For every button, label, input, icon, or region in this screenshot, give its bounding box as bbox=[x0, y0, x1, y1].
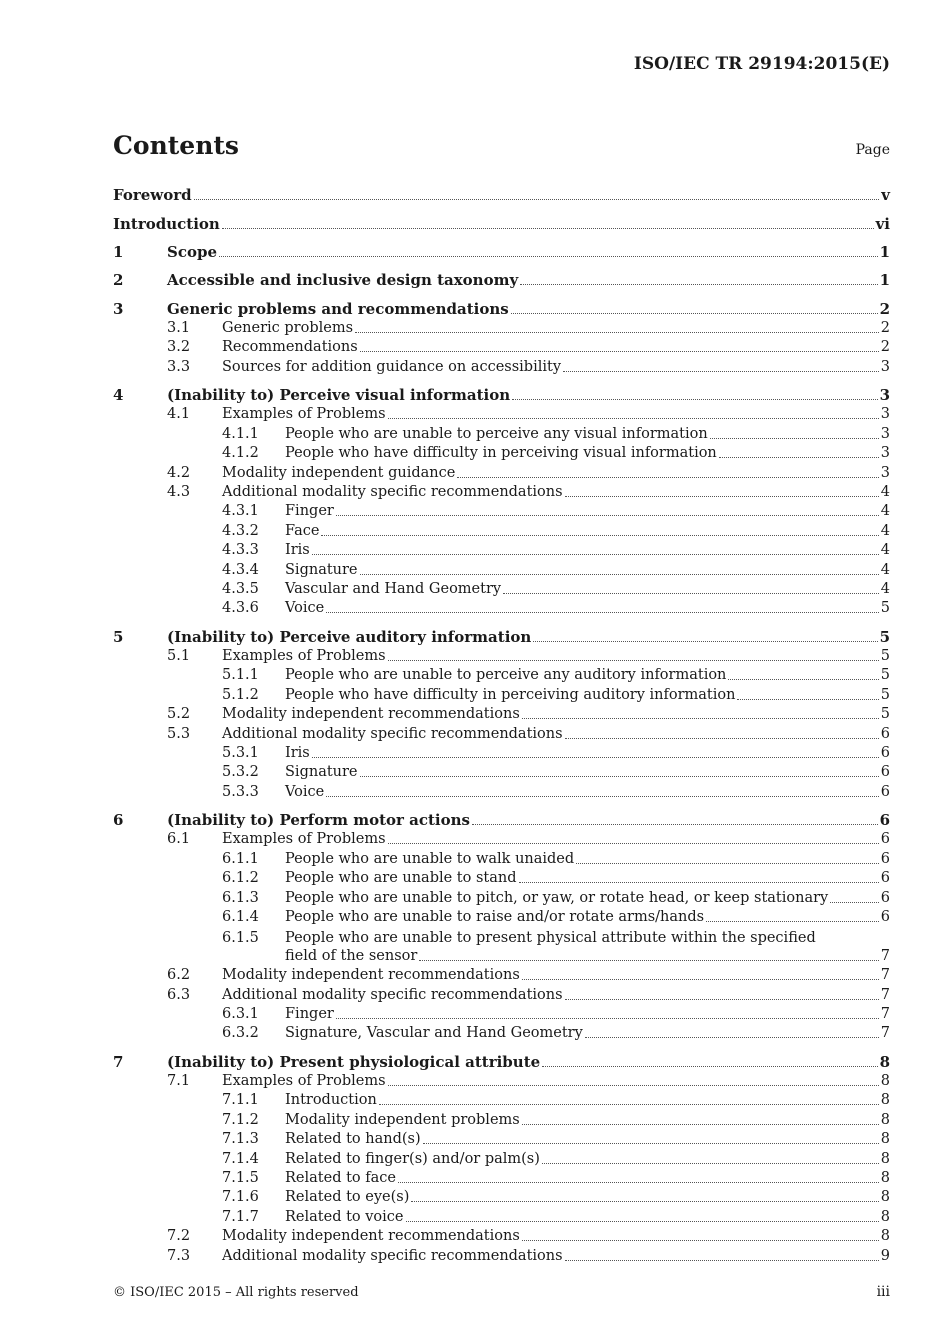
toc-number: 4.1.2 bbox=[222, 445, 259, 462]
toc-page: 6 bbox=[880, 783, 890, 800]
toc-label: People who are unable to walk unaided bbox=[285, 850, 575, 867]
leader-dots bbox=[710, 437, 879, 439]
toc-number: 7.1.2 bbox=[222, 1111, 259, 1128]
leader-dots bbox=[457, 476, 878, 478]
toc-label: Modality independent problems bbox=[285, 1111, 520, 1128]
leader-dots bbox=[406, 1220, 879, 1222]
leader-dots bbox=[565, 495, 879, 497]
toc-label: (Inability to) Perceive auditory information bbox=[167, 627, 532, 646]
toc-entry-4-1[interactable] bbox=[113, 405, 890, 424]
toc-page: 3 bbox=[880, 406, 890, 423]
toc-label: (Inability to) Present physiological attribute bbox=[167, 1052, 541, 1071]
toc-number: 5.1.2 bbox=[222, 686, 259, 703]
toc-entry-5-1-2[interactable] bbox=[113, 685, 890, 704]
toc-entry-5[interactable] bbox=[113, 618, 890, 646]
toc-page: 4 bbox=[880, 542, 890, 559]
page-title: Contents bbox=[113, 131, 240, 160]
toc-label: Modality independent guidance bbox=[222, 464, 456, 481]
toc-page: 7 bbox=[880, 947, 890, 964]
leader-dots bbox=[565, 737, 879, 739]
toc-entry-4-3-3[interactable] bbox=[113, 541, 890, 560]
leader-dots bbox=[520, 283, 877, 285]
leader-dots bbox=[565, 998, 879, 1000]
toc-entry-6-3-1[interactable] bbox=[113, 1005, 890, 1024]
toc-label: Additional modality specific recommendations bbox=[222, 725, 563, 742]
leader-dots bbox=[312, 756, 879, 758]
toc-entry-6-1[interactable] bbox=[113, 830, 890, 849]
toc-page: 2 bbox=[880, 319, 890, 336]
toc-number: 6.3.2 bbox=[222, 1025, 259, 1042]
toc-entry-3-2[interactable] bbox=[113, 338, 890, 357]
toc-entry-6-2[interactable] bbox=[113, 966, 890, 985]
toc-entry-7-1-4[interactable] bbox=[113, 1149, 890, 1168]
page-column-label: Page bbox=[855, 142, 890, 158]
toc-label: People who are unable to stand bbox=[285, 870, 517, 887]
toc-entry-6-1-1[interactable] bbox=[113, 849, 890, 868]
toc-number: 4.3.1 bbox=[222, 503, 259, 520]
toc-number: 7.1 bbox=[167, 1073, 191, 1090]
toc-entry-7-2[interactable] bbox=[113, 1227, 890, 1246]
leader-dots bbox=[542, 1065, 877, 1067]
toc-entry-6-1-3[interactable] bbox=[113, 888, 890, 907]
toc-page: 4 bbox=[880, 561, 890, 578]
leader-dots bbox=[830, 901, 879, 903]
leader-dots bbox=[326, 611, 879, 613]
toc-entry-1[interactable] bbox=[113, 234, 890, 262]
leader-dots bbox=[355, 331, 879, 333]
toc-entry-5-1[interactable] bbox=[113, 647, 890, 666]
toc-label: Modality independent recommendations bbox=[222, 967, 520, 984]
toc-number: 5.1.1 bbox=[222, 667, 259, 684]
toc-number: 7 bbox=[113, 1052, 124, 1071]
toc-number: 4.3.3 bbox=[222, 542, 259, 559]
leader-dots bbox=[728, 678, 878, 680]
toc-label: Signature bbox=[285, 561, 358, 578]
toc-page: 8 bbox=[880, 1208, 890, 1225]
toc-entry-6-1-5-line2[interactable] bbox=[113, 946, 890, 965]
toc-page: 3 bbox=[880, 445, 890, 462]
toc-entry-5-3-1[interactable] bbox=[113, 744, 890, 763]
toc-number: 6.1.2 bbox=[222, 870, 259, 887]
toc-number: 4.3.2 bbox=[222, 522, 259, 539]
toc-label: Generic problems and recommendations bbox=[167, 299, 509, 318]
toc-page: 5 bbox=[880, 706, 890, 723]
toc-entry-7-1-1[interactable] bbox=[113, 1091, 890, 1110]
toc-label: Related to voice bbox=[285, 1208, 404, 1225]
toc-label: Introduction bbox=[285, 1092, 377, 1109]
toc-entry-6-1-2[interactable] bbox=[113, 869, 890, 888]
toc-number: 5.2 bbox=[167, 706, 191, 723]
table-of-contents bbox=[113, 186, 890, 1266]
toc-page: 8 bbox=[880, 1228, 890, 1245]
toc-page: v bbox=[881, 186, 890, 205]
toc-entry-6[interactable] bbox=[113, 802, 890, 830]
toc-number: 4.3.5 bbox=[222, 580, 259, 597]
toc-label: (Inability to) Perform motor actions bbox=[167, 811, 470, 830]
toc-page: 4 bbox=[880, 503, 890, 520]
toc-number: 5 bbox=[113, 627, 124, 646]
leader-dots bbox=[737, 698, 878, 700]
toc-number: 7.1.4 bbox=[222, 1150, 259, 1167]
toc-entry-6-1-4[interactable] bbox=[113, 908, 890, 927]
leader-dots bbox=[411, 1200, 878, 1202]
leader-dots bbox=[512, 398, 877, 400]
toc-number: 4.3.4 bbox=[222, 561, 259, 578]
toc-number: 5.1 bbox=[167, 648, 191, 665]
toc-number: 6.1 bbox=[167, 831, 191, 848]
toc-number: 6.3 bbox=[167, 986, 191, 1003]
toc-entry-4-3-6[interactable] bbox=[113, 599, 890, 618]
toc-label: People who are unable to perceive any visual information bbox=[285, 425, 708, 442]
toc-number: 7.2 bbox=[167, 1228, 191, 1245]
toc-label: Signature, Vascular and Hand Geometry bbox=[285, 1025, 583, 1042]
toc-label: People who are unable to raise and/or rotate arms/hands bbox=[285, 909, 705, 926]
toc-entry-5-3-2[interactable] bbox=[113, 763, 890, 782]
toc-label: Examples of Problems bbox=[222, 406, 386, 423]
toc-entry-7-1-6[interactable] bbox=[113, 1188, 890, 1207]
toc-entry-4-1-1[interactable] bbox=[113, 424, 890, 443]
toc-page: 5 bbox=[880, 648, 890, 665]
leader-dots bbox=[194, 198, 880, 200]
toc-page: 3 bbox=[880, 425, 890, 442]
leader-dots bbox=[222, 227, 874, 229]
toc-page: 1 bbox=[879, 271, 890, 290]
leader-dots bbox=[360, 775, 879, 777]
toc-entry-4-2[interactable] bbox=[113, 463, 890, 482]
toc-entry-5-3[interactable] bbox=[113, 724, 890, 743]
toc-page: 7 bbox=[880, 1005, 890, 1022]
toc-label: Additional modality specific recommendations bbox=[222, 1247, 563, 1264]
toc-label: Related to finger(s) and/or palm(s) bbox=[285, 1150, 540, 1167]
toc-number: 6.1.1 bbox=[222, 850, 259, 867]
leader-dots bbox=[542, 1162, 879, 1164]
toc-page: 5 bbox=[880, 686, 890, 703]
leader-dots bbox=[360, 573, 879, 575]
toc-label: People who have difficulty in perceiving visual information bbox=[285, 445, 717, 462]
toc-label: Related to hand(s) bbox=[285, 1131, 421, 1148]
toc-page: 7 bbox=[880, 967, 890, 984]
document-id: ISO/IEC TR 29194:2015(E) bbox=[633, 54, 890, 74]
toc-page: 6 bbox=[880, 850, 890, 867]
leader-dots bbox=[219, 255, 878, 257]
toc-page: 5 bbox=[880, 667, 890, 684]
leader-dots bbox=[706, 920, 879, 922]
toc-label: field of the sensor bbox=[285, 947, 418, 964]
toc-number: 4 bbox=[113, 386, 124, 405]
toc-label: People who are unable to present physical attribute within the specified bbox=[285, 930, 816, 947]
toc-page: 4 bbox=[880, 522, 890, 539]
toc-number: 7.1.5 bbox=[222, 1170, 259, 1186]
leader-dots bbox=[321, 534, 878, 536]
toc-page: 3 bbox=[879, 386, 890, 405]
leader-dots bbox=[379, 1103, 879, 1105]
leader-dots bbox=[519, 881, 879, 883]
toc-number: 7.1.1 bbox=[222, 1092, 259, 1109]
toc-label: Iris bbox=[285, 542, 310, 559]
toc-page: 9 bbox=[880, 1247, 890, 1264]
leader-dots bbox=[336, 514, 879, 516]
toc-page: 1 bbox=[879, 242, 890, 261]
toc-page: 8 bbox=[880, 1111, 890, 1128]
leader-dots bbox=[312, 553, 879, 555]
leader-dots bbox=[326, 795, 879, 797]
toc-label: Finger bbox=[285, 503, 334, 520]
toc-entry-4-3[interactable] bbox=[113, 483, 890, 502]
toc-number: 7.1.7 bbox=[222, 1208, 259, 1225]
toc-page: 3 bbox=[880, 358, 890, 375]
toc-label: People who have difficulty in perceiving auditory information bbox=[285, 686, 736, 703]
leader-dots bbox=[522, 717, 879, 719]
toc-page: 6 bbox=[880, 870, 890, 887]
toc-entry-3[interactable] bbox=[113, 290, 890, 318]
toc-number: 4.1 bbox=[167, 406, 191, 423]
toc-entry-7-1-3[interactable] bbox=[113, 1130, 890, 1149]
toc-number: 3.1 bbox=[167, 319, 191, 336]
toc-number: 6.2 bbox=[167, 967, 191, 984]
toc-number: 6.1.5 bbox=[222, 930, 259, 947]
leader-dots bbox=[423, 1142, 879, 1144]
toc-number: 7.1.6 bbox=[222, 1189, 259, 1206]
toc-number: 4.3.6 bbox=[222, 600, 259, 617]
toc-entry-5-2[interactable] bbox=[113, 705, 890, 724]
toc-entry-4-3-1[interactable] bbox=[113, 502, 890, 521]
toc-entry-2[interactable] bbox=[113, 262, 890, 290]
page-number: iii bbox=[876, 1284, 890, 1300]
leader-dots bbox=[533, 640, 877, 642]
toc-entry-4-3-4[interactable] bbox=[113, 560, 890, 579]
toc-entry-3-1[interactable] bbox=[113, 319, 890, 338]
toc-number: 6.1.4 bbox=[222, 909, 259, 926]
leader-dots bbox=[522, 1123, 879, 1125]
toc-number: 4.1.1 bbox=[222, 425, 259, 442]
toc-page: 8 bbox=[880, 1131, 890, 1148]
toc-page: 4 bbox=[880, 580, 890, 597]
toc-entry-4-3-2[interactable] bbox=[113, 521, 890, 540]
toc-label: Sources for addition guidance on accessibility bbox=[222, 358, 562, 375]
toc-number: 5.3.2 bbox=[222, 764, 259, 781]
toc-label: Additional modality specific recommendations bbox=[222, 986, 563, 1003]
toc-label: Additional modality specific recommendations bbox=[222, 484, 563, 500]
toc-page: 5 bbox=[880, 600, 890, 617]
leader-dots bbox=[563, 370, 879, 372]
toc-label: Related to eye(s) bbox=[285, 1189, 410, 1206]
toc-page: 2 bbox=[880, 339, 890, 356]
toc-number: 6.1.3 bbox=[222, 889, 259, 906]
toc-page: 7 bbox=[880, 986, 890, 1003]
toc-number: 6 bbox=[113, 811, 124, 830]
toc-entry-4-1-2[interactable] bbox=[113, 444, 890, 463]
leader-dots bbox=[522, 978, 879, 980]
toc-page: 8 bbox=[880, 1073, 890, 1090]
toc-label: Accessible and inclusive design taxonomy bbox=[167, 271, 519, 290]
toc-number: 3.3 bbox=[167, 358, 191, 375]
leader-dots bbox=[585, 1036, 879, 1038]
toc-page: 4 bbox=[880, 484, 890, 500]
toc-label: Generic problems bbox=[222, 319, 354, 336]
toc-page: 8 bbox=[880, 1170, 890, 1186]
toc-entry-6-3[interactable] bbox=[113, 985, 890, 1004]
leader-dots bbox=[522, 1239, 879, 1241]
leader-dots bbox=[503, 592, 879, 594]
toc-number: 4.3 bbox=[167, 484, 191, 500]
toc-label: Face bbox=[285, 522, 320, 539]
toc-page: 6 bbox=[880, 909, 890, 926]
leader-dots bbox=[719, 456, 879, 458]
toc-label: Examples of Problems bbox=[222, 831, 386, 848]
toc-entry-foreword[interactable] bbox=[113, 186, 890, 205]
toc-entry-5-3-3[interactable] bbox=[113, 782, 890, 801]
leader-dots bbox=[472, 823, 878, 825]
toc-number: 7.3 bbox=[167, 1247, 191, 1264]
leader-dots bbox=[511, 312, 878, 314]
toc-label: People who are unable to pitch, or yaw, or rotate head, or keep stationary bbox=[285, 889, 829, 906]
toc-entry-7-1-7[interactable] bbox=[113, 1207, 890, 1226]
toc-label: Finger bbox=[285, 1005, 334, 1022]
toc-entry-3-3[interactable] bbox=[113, 357, 890, 376]
toc-label: Scope bbox=[167, 242, 218, 261]
leader-dots bbox=[398, 1181, 879, 1183]
toc-entry-6-3-2[interactable] bbox=[113, 1024, 890, 1043]
toc-label: Modality independent recommendations bbox=[222, 1228, 520, 1245]
toc-label: People who are unable to perceive any auditory information bbox=[285, 667, 727, 684]
toc-number: 5.3 bbox=[167, 725, 191, 742]
toc-label: Voice bbox=[285, 600, 325, 617]
leader-dots bbox=[360, 350, 879, 352]
toc-label: Related to face bbox=[285, 1170, 396, 1186]
toc-page: 8 bbox=[879, 1052, 890, 1071]
toc-number: 5.3.1 bbox=[222, 744, 259, 761]
toc-entry-4-3-5[interactable] bbox=[113, 580, 890, 599]
toc-number: 4.2 bbox=[167, 464, 191, 481]
toc-page: 8 bbox=[880, 1150, 890, 1167]
toc-number: 6.3.1 bbox=[222, 1005, 259, 1022]
toc-label: Iris bbox=[285, 744, 310, 761]
toc-number: 2 bbox=[113, 271, 124, 290]
toc-number: 1 bbox=[113, 242, 124, 261]
toc-label: (Inability to) Perceive visual information bbox=[167, 386, 511, 405]
leader-dots bbox=[388, 1084, 879, 1086]
leader-dots bbox=[565, 1259, 879, 1261]
toc-label: Introduction bbox=[113, 214, 220, 233]
toc-number: 7.1.3 bbox=[222, 1131, 259, 1148]
leader-dots bbox=[388, 659, 879, 661]
toc-page: 6 bbox=[880, 764, 890, 781]
toc-entry-introduction[interactable] bbox=[113, 205, 890, 233]
copyright-notice: © ISO/IEC 2015 – All rights reserved bbox=[113, 1285, 359, 1300]
toc-entry-7-1-5[interactable] bbox=[113, 1169, 890, 1188]
toc-label: Foreword bbox=[113, 186, 192, 205]
toc-entry-4[interactable] bbox=[113, 377, 890, 405]
leader-dots bbox=[388, 417, 879, 419]
toc-page: 2 bbox=[879, 299, 890, 318]
toc-entry-7[interactable] bbox=[113, 1043, 890, 1071]
toc-page: 6 bbox=[880, 889, 890, 906]
toc-label: Signature bbox=[285, 764, 358, 781]
toc-page: 7 bbox=[880, 1025, 890, 1042]
toc-number: 5.3.3 bbox=[222, 783, 259, 800]
leader-dots bbox=[576, 862, 879, 864]
toc-label: Examples of Problems bbox=[222, 1073, 386, 1090]
toc-number: 3 bbox=[113, 299, 124, 318]
toc-entry-5-1-1[interactable] bbox=[113, 666, 890, 685]
toc-label: Voice bbox=[285, 783, 325, 800]
toc-entry-7-1[interactable] bbox=[113, 1072, 890, 1091]
leader-dots bbox=[419, 959, 878, 961]
toc-page: 8 bbox=[880, 1092, 890, 1109]
toc-label: Examples of Problems bbox=[222, 648, 386, 665]
toc-page: vi bbox=[875, 214, 890, 233]
toc-page: 8 bbox=[880, 1189, 890, 1206]
toc-page: 5 bbox=[879, 627, 890, 646]
toc-entry-7-1-2[interactable] bbox=[113, 1110, 890, 1129]
toc-page: 6 bbox=[880, 831, 890, 848]
toc-page: 3 bbox=[880, 464, 890, 481]
leader-dots bbox=[388, 842, 879, 844]
leader-dots bbox=[336, 1017, 879, 1019]
toc-number: 3.2 bbox=[167, 339, 191, 356]
toc-page: 6 bbox=[880, 744, 890, 761]
toc-entry-7-3[interactable] bbox=[113, 1246, 890, 1265]
toc-page: 6 bbox=[879, 811, 890, 830]
toc-page: 6 bbox=[880, 725, 890, 742]
toc-label: Vascular and Hand Geometry bbox=[285, 580, 502, 597]
toc-entry-6-1-5-line1[interactable] bbox=[113, 927, 890, 946]
toc-label: Modality independent recommendations bbox=[222, 706, 520, 723]
toc-label: Recommendations bbox=[222, 339, 358, 356]
